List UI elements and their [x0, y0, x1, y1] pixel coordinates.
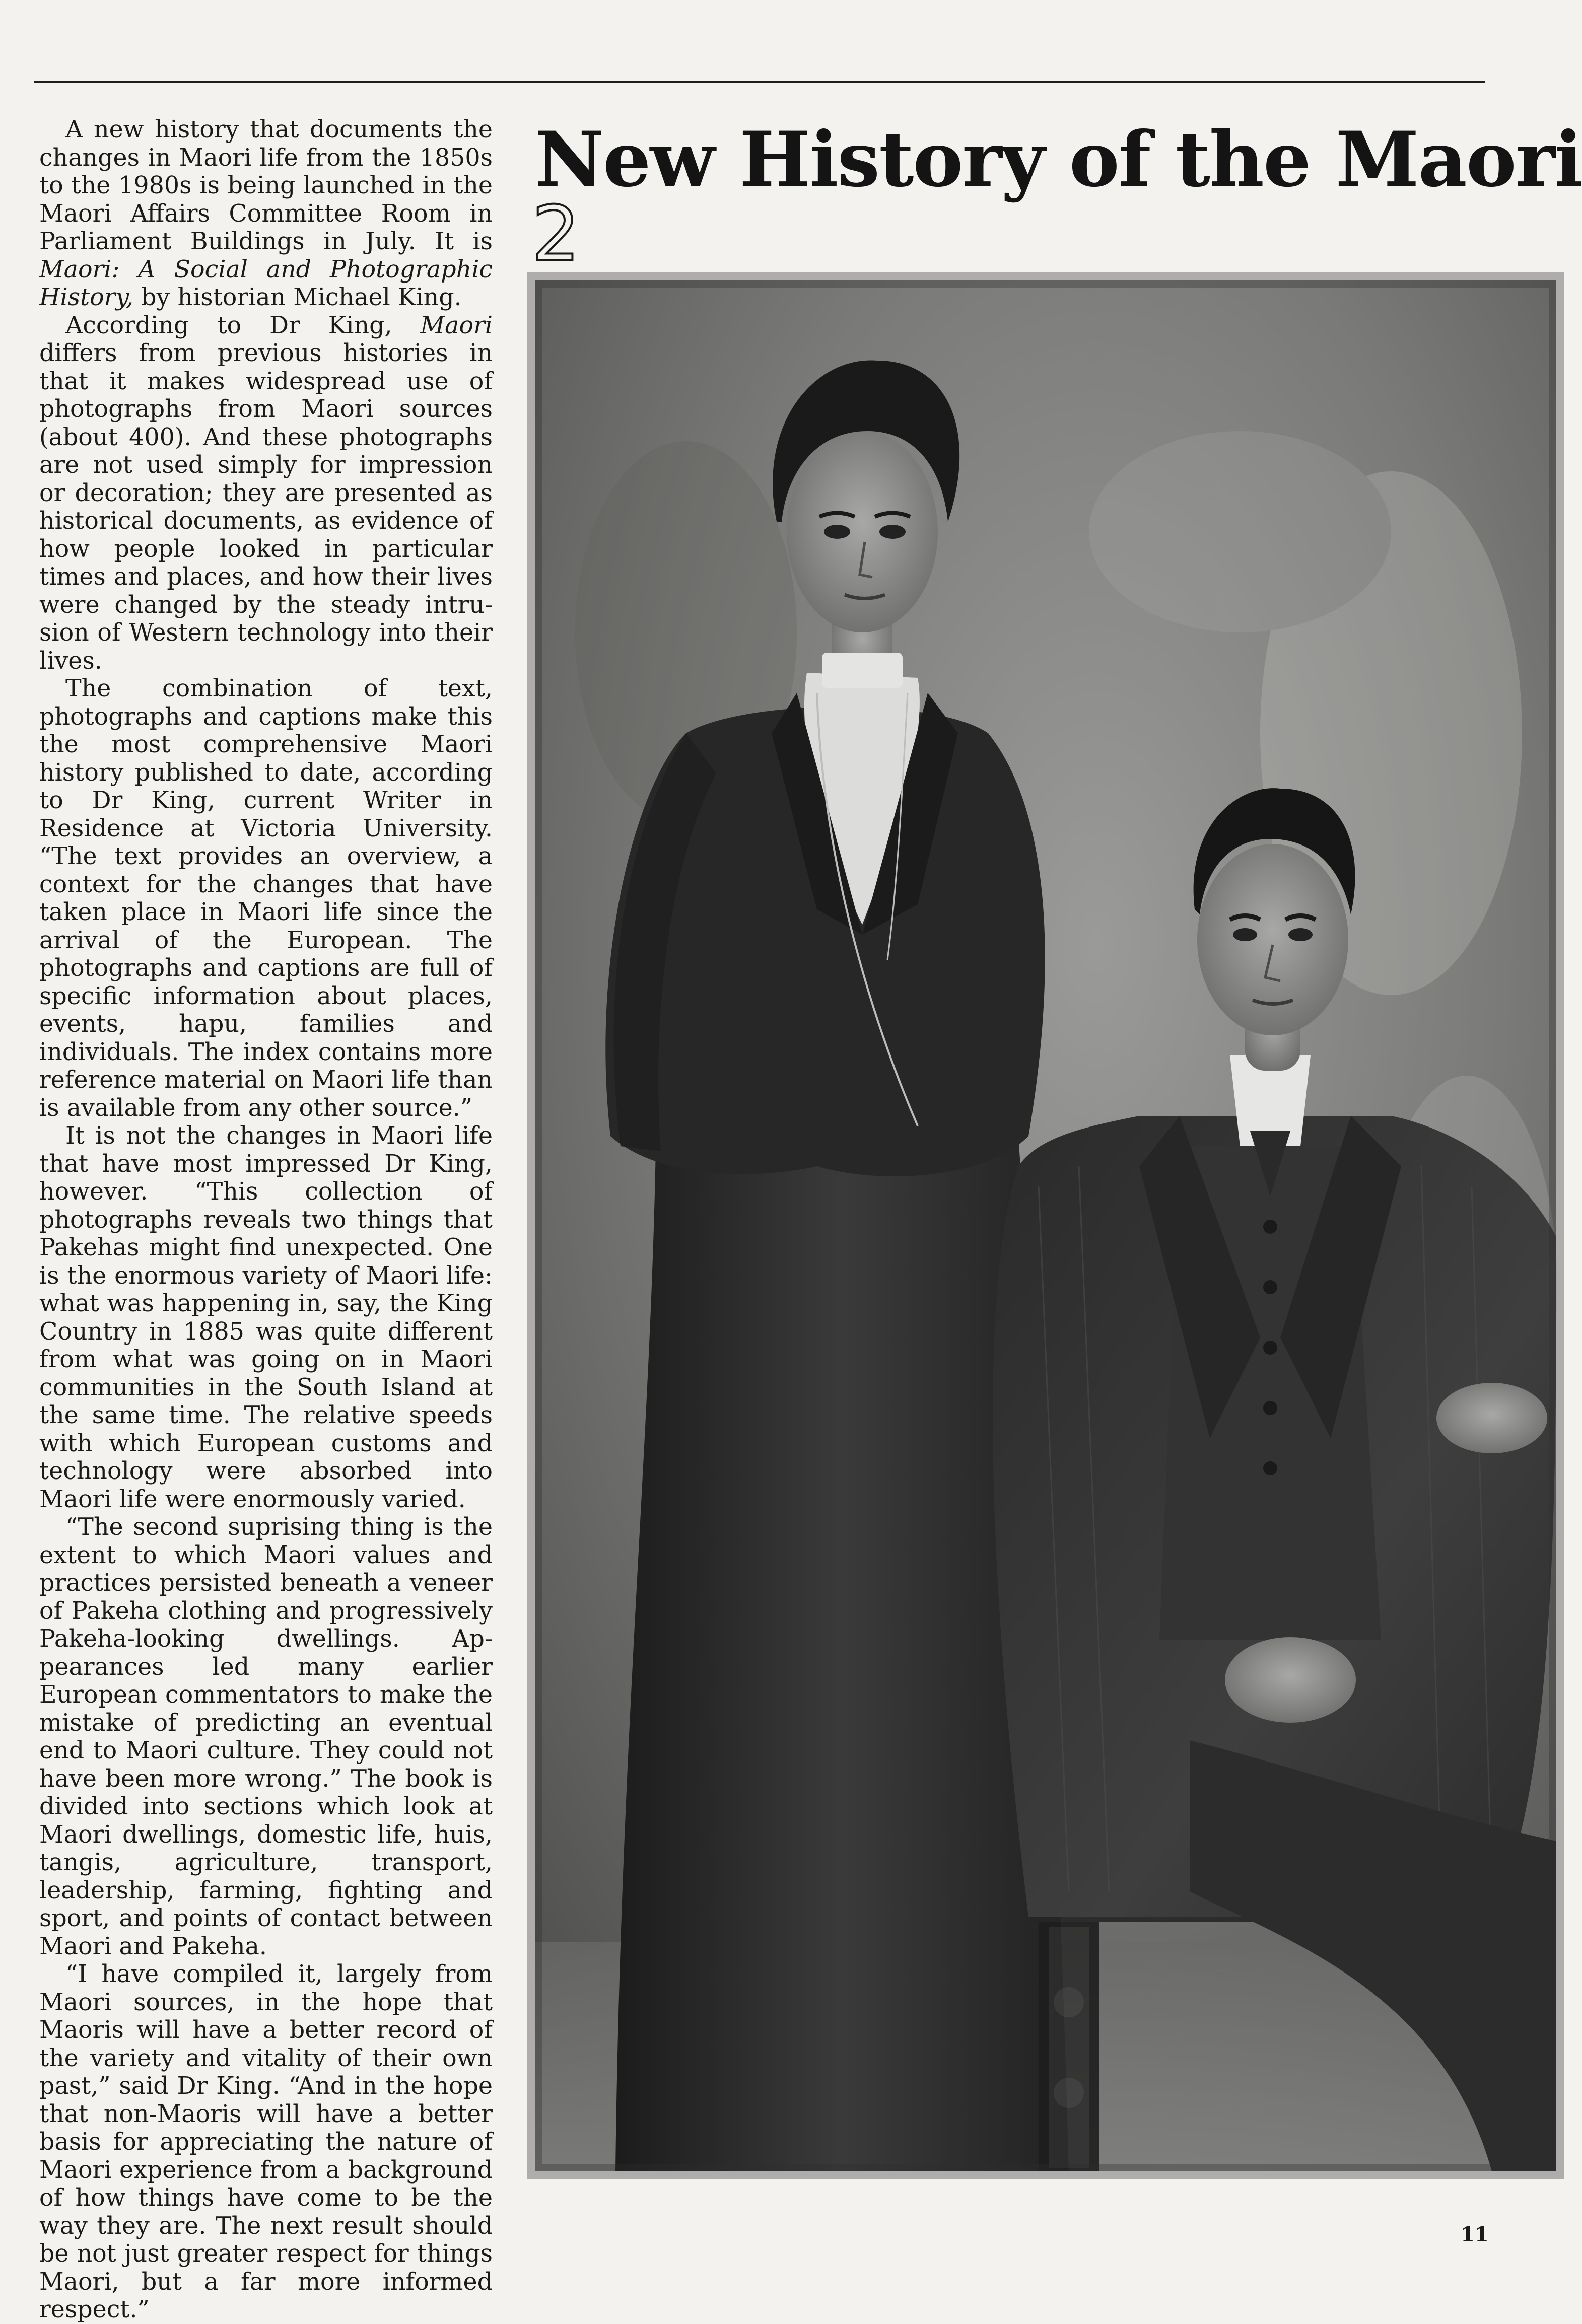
- article-paragraph: [39, 675, 493, 1122]
- text-run: “The second suprising thing is the extent to which Maori values and practices persisted beneath a veneer of Pakeha clothing and progressively Pakeha-looking dwellings. Appearances led many earlier European commentators to make the mistake of predicting an eventual end to Maori culture. They could not have been more wrong.” The book is divided into sections which look at Maori dwellings, domestic life, huis, tangis, agriculture, transport, leadership, farming, fighting and sport, and points of contact between Maori and Pakeha.: [39, 1513, 493, 1960]
- article-paragraph: [39, 312, 493, 675]
- sub-number: 2: [532, 190, 580, 278]
- text-run: It is not the changes in Maori life that have most impressed Dr King, however. “This collection of photographs reveals two things that Pakehas might find unexpected. One is the enormous variety of Maori life: what was happening in, say, the King Country in 1885 was quite different from what was going on in Maori communities in the South Island at the same time. The relative speeds with which European customs and technology were absorbed into Maori life were enormously varied.: [39, 1122, 493, 1513]
- article-paragraph: [39, 116, 493, 312]
- text-run: “I have compiled it, largely from Maori sources, in the hope that Maoris will have a better record of the variety and vitality of their own past,” said Dr King. “And in the hope that non-Maoris will have a better basis for appreciating the nature of Maori experience from a background of how things have come to be the way they are. The next result should be not just greater respect for things Maori, but a far more informed respect.”: [39, 1960, 493, 2323]
- article-paragraph: [39, 1122, 493, 1513]
- page-number: 11: [1461, 2223, 1489, 2246]
- italic-text: Maori: A Social and Photographic History,: [39, 255, 493, 311]
- text-run: A new history that documents the changes in Maori life from the 1850s to the 1980s is being launched in the Maori Affairs Committee Room in Parliament Buildings in July. It is: [39, 116, 493, 255]
- article-paragraph: [39, 1513, 493, 1960]
- text-run: differs from previous histories in that it makes widespread use of photographs from Maori sources (about 400). And these photographs are not used simply for impression or decoration; they are presented as historical documents, as evidence of how people looked in particular times and places, and how their lives were changed by the steady intrusion of Western technology into their lives.: [39, 339, 493, 675]
- text-run: The combination of text, photographs and captions make this the most comprehensive Maori history published to date, according to Dr King, current Writer in Residence at Victoria University. “The text provides an overview, a context for the changes that have taken place in Maori life since the arrival of the European. The photographs and captions are full of specific information about places, events, hapu, families and individuals. The index contains more reference material on Maori life than is available from any other source.”: [39, 675, 493, 1122]
- article-paragraph: [39, 1960, 493, 2324]
- headline: New History of the Maori: [535, 115, 1582, 204]
- italic-text: Maori: [420, 311, 493, 339]
- text-run: by historian Michael King.: [133, 284, 462, 311]
- article-body: [39, 116, 493, 2323]
- top-rule: [34, 81, 1485, 83]
- text-run: According to Dr King,: [65, 311, 421, 339]
- historical-portrait-photo: [535, 280, 1556, 2171]
